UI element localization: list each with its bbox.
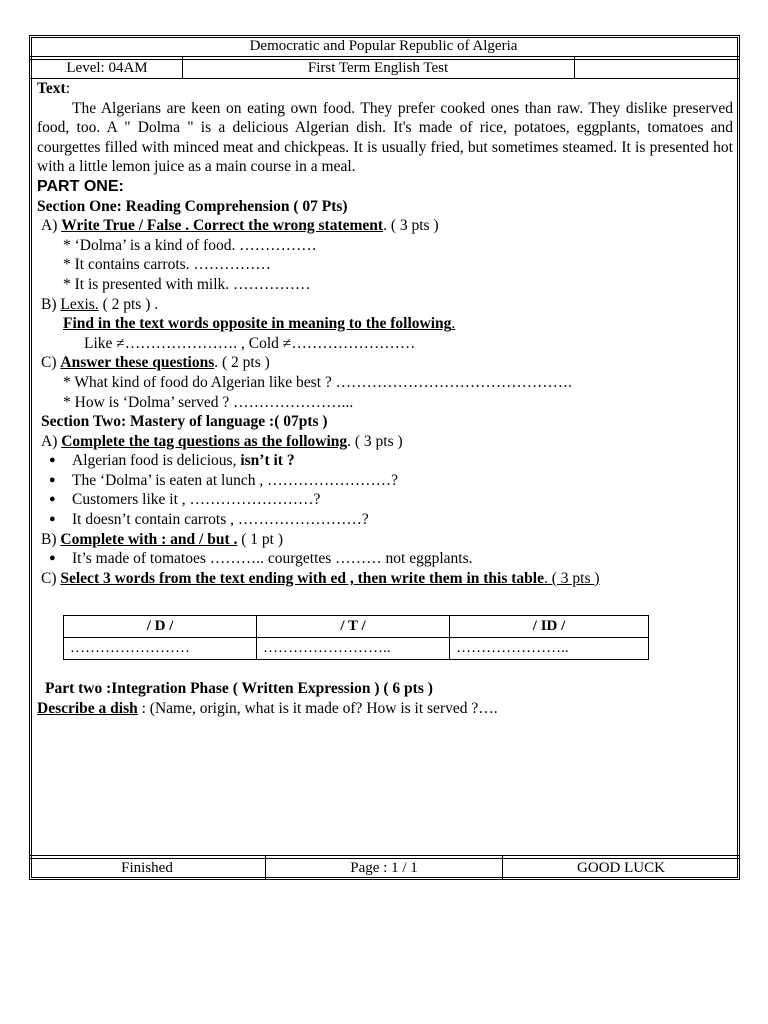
country-title: Democratic and Popular Republic of Algeria (249, 38, 518, 54)
text-block: Text: (37, 80, 71, 97)
lexis-instruction (37, 314, 737, 334)
lexis-line: Like ≠…………………. , Cold ≠…………………… (84, 334, 416, 352)
conj-item: ● It’s made of tomatoes ……….. courgettes ……… not eggplants. (37, 549, 737, 569)
cell-d[interactable]: …………………… (64, 638, 257, 660)
lexis-instruction-text: Find in the text words opposite in meaning to the following (63, 315, 452, 333)
section-one-title: Section One: Reading Comprehension ( 07 Pts) (37, 197, 348, 215)
level-label: Level: 04AM (66, 60, 148, 76)
tag-example-tag: isn’t it ? (240, 452, 295, 470)
header-id: / ID / (450, 616, 649, 638)
header-t: / T / (257, 616, 450, 638)
question-2a-instruction: Complete the tag questions as the following (61, 432, 348, 450)
question-a-points: . ( 3 pts ) (383, 217, 439, 235)
question-2a-points: . ( 3 pts ) (347, 432, 403, 450)
question-b-prefix: B) (41, 295, 57, 313)
part-one-title: PART ONE: (37, 177, 124, 195)
question-c-points: . ( 2 pts ) (214, 354, 270, 372)
question-b (37, 295, 737, 315)
section-two-title: Section Two: Mastery of language :( 07pts ) (41, 413, 328, 431)
part-two-title: Part two :Integration Phase ( Written Expression ) ( 6 pts ) (45, 680, 433, 697)
tag-item-1: ● The ‘Dolma’ is eaten at lunch , ……………………? (37, 471, 737, 491)
tag-item-2: ● Customers like it , ……………………? (37, 490, 737, 510)
question-2c-points: . ( 3 pts ) (544, 569, 600, 587)
table-header-row (64, 616, 649, 638)
question-c-prefix: C) (41, 354, 57, 372)
lexis-instruction-end: . (451, 315, 456, 333)
part-two (45, 680, 433, 698)
question-c-instruction: Answer these questions (60, 354, 215, 372)
c-item-1: * What kind of food do Algerian like best ? ………………………………………. (63, 373, 573, 391)
question-2b-instruction: Complete with (60, 530, 158, 548)
exam-content (37, 79, 737, 588)
question-2a-prefix: A) (41, 432, 58, 450)
question-2c-instruction: Select 3 words from the text ending with ed , then write them in this table (60, 569, 544, 587)
footer-finished: Finished (121, 860, 173, 876)
tf-item-2: * It contains carrots. …………… (63, 256, 271, 274)
header-divider (29, 56, 739, 57)
footer-page: Page : 1 / 1 (350, 860, 418, 876)
question-2b-words: : and / but . (157, 530, 238, 548)
part-two-rest: : (Name, origin, what is it made of? How is it served ?…. (137, 700, 498, 717)
question-2b (37, 530, 737, 550)
c-item-2: * How is ‘Dolma’ served ? …………………... (63, 393, 354, 411)
question-2b-points: ( 1 pt ) (237, 530, 284, 548)
tag-example (37, 451, 737, 471)
tag-item-3: ● It doesn’t contain carrots , ……………………? (37, 510, 737, 530)
question-2a (37, 432, 737, 452)
header-d: / D / (64, 616, 257, 638)
question-c (37, 353, 737, 373)
question-a-instruction: Write True / False . Correct the wrong statement (61, 217, 384, 235)
question-a (37, 216, 737, 236)
question-b-instruction: Lexis. (60, 295, 99, 313)
part-two-instruction: Describe a dish (37, 700, 138, 717)
tag-example-text: Algerian food is delicious, (72, 452, 241, 470)
footer-good-luck: GOOD LUCK (577, 860, 665, 876)
question-2c-prefix: C) (41, 569, 57, 587)
text-label: Text (37, 80, 66, 97)
part-two-instruction-line (37, 700, 498, 718)
exam-page (29, 35, 740, 880)
footer-top (29, 855, 739, 856)
header-sep-2 (574, 56, 575, 78)
question-2b-prefix: B) (41, 530, 57, 548)
cell-t[interactable]: …………………….. (257, 638, 450, 660)
question-2c (37, 569, 737, 589)
test-title: First Term English Test (307, 60, 449, 76)
cell-id[interactable]: ………………….. (450, 638, 649, 660)
question-b-points: ( 2 pts ) . (98, 295, 159, 313)
passage: The Algerians are keen on eating own food. They prefer cooked ones than raw. They dislike preserved food, too. A " Dolma " is a delicious Algerian dish. It's made of rice, potatoes, eggplants, tomatoes and courgettes filled with minced meat and chickpeas. It is usually fried, but sometimes steamed. It is presented hot with a little lemon juice as a main course in a meal. (37, 99, 733, 176)
table-row (64, 638, 649, 660)
tf-item-1: * ‘Dolma’ is a kind of food. …………… (63, 236, 317, 254)
question-a-prefix: A) (41, 217, 58, 235)
sound-table (63, 615, 649, 660)
tf-item-3: * It is presented with milk. …………… (63, 275, 311, 293)
